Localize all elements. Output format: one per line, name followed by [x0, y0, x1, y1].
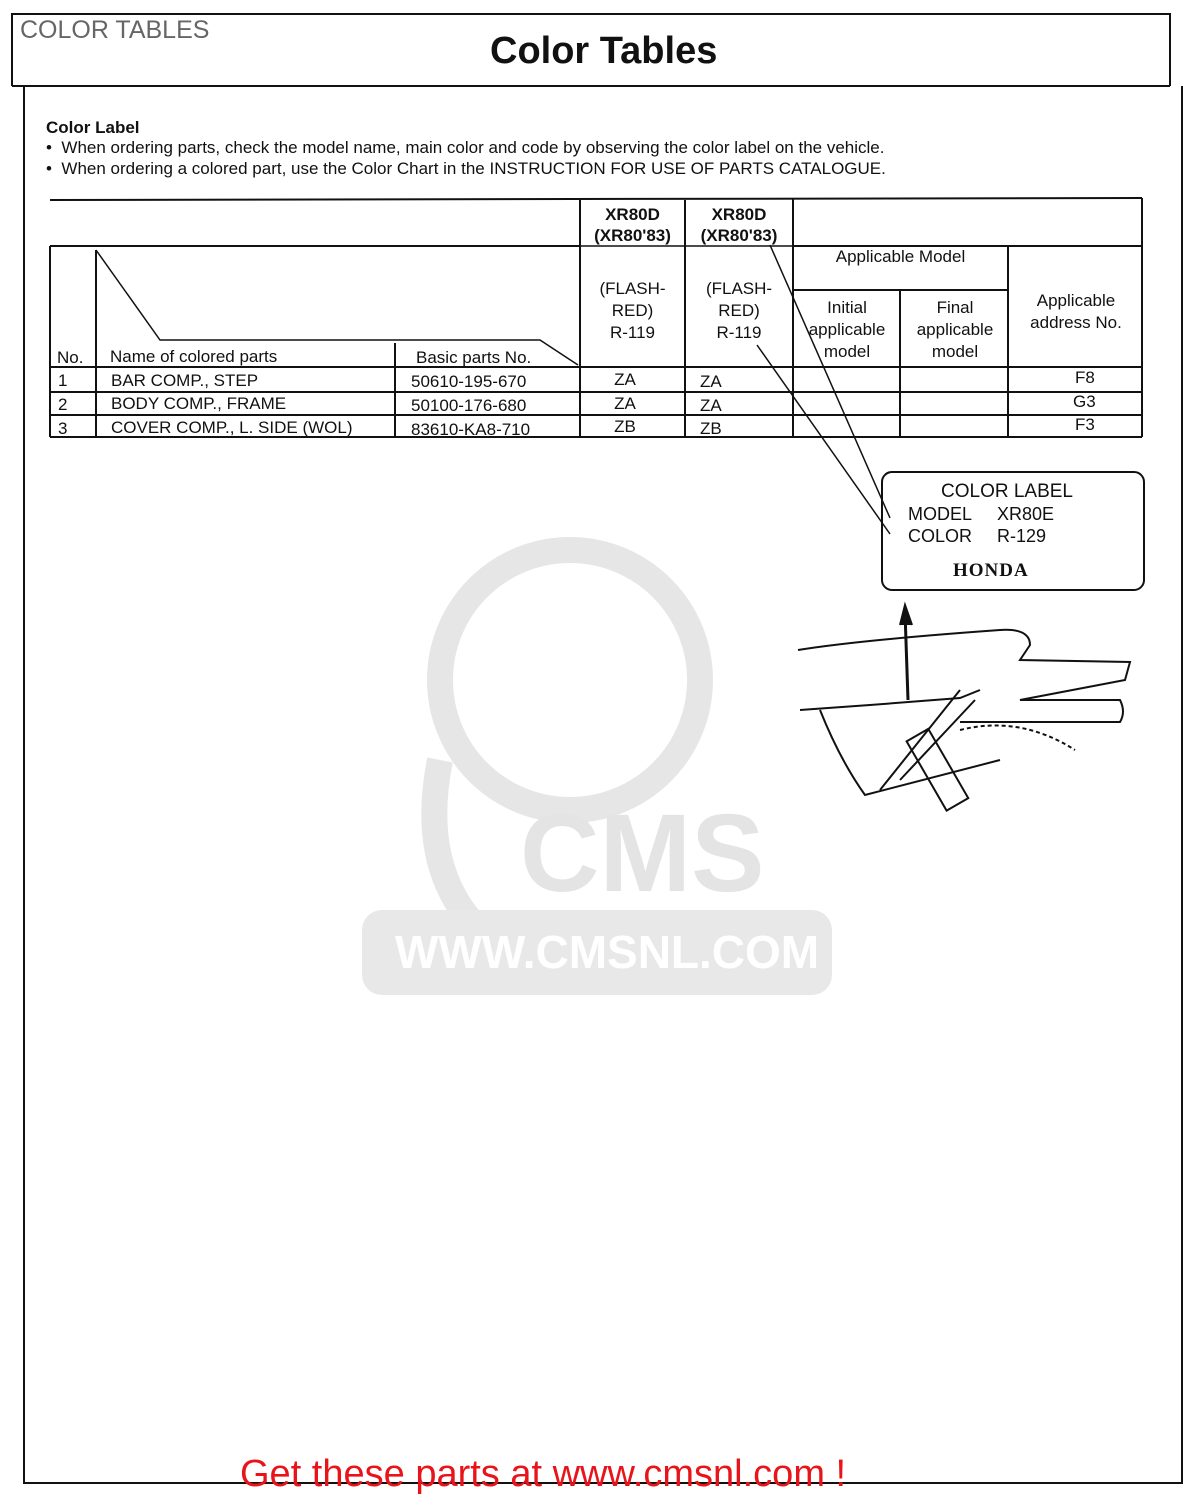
intro-heading: Color Label — [46, 118, 140, 137]
model-name: XR80D — [711, 205, 767, 224]
color-text: (FLASH- — [599, 279, 666, 298]
color-text: RED) — [718, 301, 760, 320]
row-address: F3 — [1075, 415, 1095, 434]
row-no: 2 — [58, 395, 68, 414]
basic-no-header: Basic parts No. — [416, 348, 532, 367]
row-no: 3 — [58, 419, 68, 438]
footer-link[interactable]: Get these parts at www.cmsnl.com ! — [240, 1453, 847, 1495]
row-model1-code: ZA — [614, 394, 636, 413]
watermark-url: WWW.CMSNL.COM — [395, 926, 820, 978]
row-name: BODY COMP., FRAME — [111, 394, 287, 413]
row-basic-no: 50610-195-670 — [411, 372, 527, 391]
page-title: Color Tables — [490, 30, 718, 72]
color-label-model-key: MODEL — [908, 504, 973, 524]
row-name: COVER COMP., L. SIDE (WOL) — [111, 418, 353, 437]
color-label-color-value: R-129 — [997, 526, 1047, 546]
row-address: F8 — [1075, 368, 1095, 387]
row-name: BAR COMP., STEP — [111, 371, 259, 390]
section-label: COLOR TABLES — [20, 16, 210, 44]
color-code: R-119 — [609, 323, 656, 342]
final-model-header: Final applicable model — [916, 298, 994, 361]
address-header: Applicable address No. — [1030, 291, 1122, 332]
initial-model-header: Initial applicable model — [808, 298, 886, 361]
bullet-text: When ordering a colored part, use the Color Chart in the INSTRUCTION FOR USE OF PARTS CATALOGUE. — [61, 159, 886, 178]
row-model1-code: ZB — [614, 417, 636, 436]
intro-bullet: • When ordering a colored part, use the Color Chart in the INSTRUCTION FOR USE OF PARTS CATALOGUE. — [46, 159, 886, 178]
color-code: R-119 — [716, 323, 762, 342]
row-model2-code: ZA — [700, 372, 722, 391]
row-basic-no: 50100-176-680 — [411, 396, 527, 415]
color-label-color-key: COLOR — [908, 526, 973, 546]
row-model1-code: ZA — [614, 370, 636, 389]
honda-logo: HONDA — [953, 560, 1029, 581]
row-address: G3 — [1073, 392, 1096, 411]
watermark-logo: CMS — [520, 792, 765, 915]
intro-bullet: • When ordering parts, check the model name, main color and code by observing the color label on the vehicle. — [46, 138, 885, 157]
applicable-model-header: Applicable Model — [835, 247, 966, 266]
row-no: 1 — [58, 371, 68, 390]
row-basic-no: 83610-KA8-710 — [411, 420, 531, 439]
bullet-text: When ordering parts, check the model name, main color and code by observing the color label on the vehicle. — [61, 138, 885, 157]
model-year: (XR80'83) — [594, 226, 671, 245]
model-year: (XR80'83) — [700, 226, 778, 245]
color-text: (FLASH- — [705, 279, 773, 298]
color-label-title: COLOR LABEL — [941, 481, 1073, 502]
row-model2-code: ZB — [700, 419, 722, 438]
color-text: RED) — [611, 301, 654, 320]
model-name: XR80D — [605, 205, 660, 224]
name-header: Name of colored parts — [110, 347, 278, 366]
no-header: No. — [57, 348, 84, 367]
color-label-model-value: XR80E — [997, 504, 1055, 524]
row-model2-code: ZA — [700, 396, 722, 415]
